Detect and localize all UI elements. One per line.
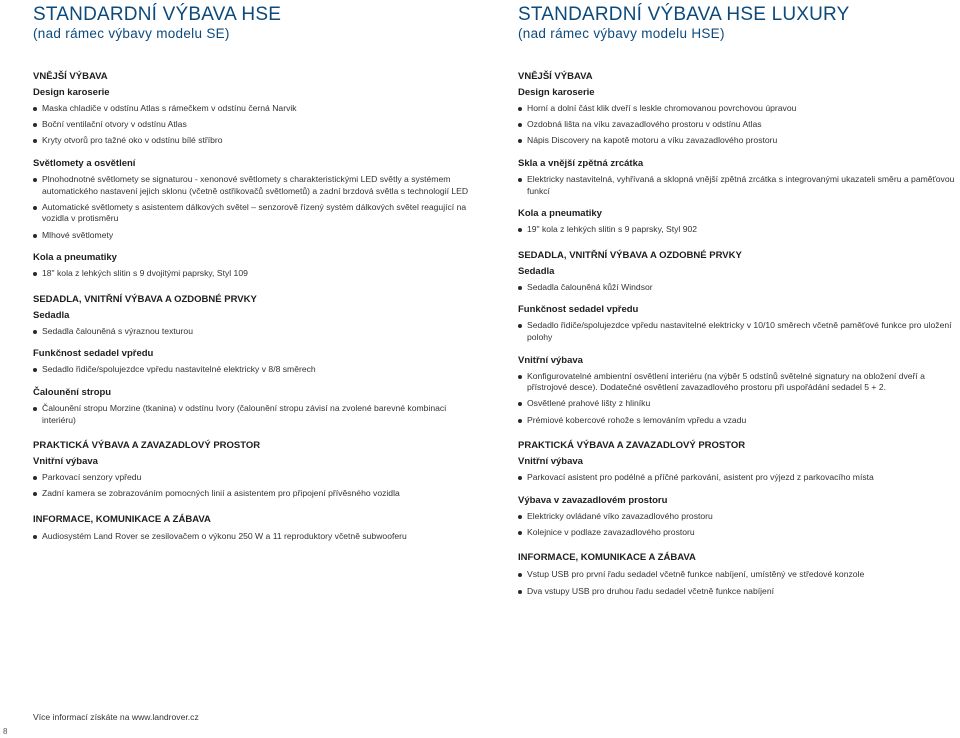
feature-item: Dva vstupy USB pro druhou řadu sedadel včetně funkce nabíjení — [518, 586, 958, 598]
footer-link-text[interactable]: Více informací získáte na www.landrover.cz — [33, 712, 199, 722]
feature-list — [518, 569, 958, 597]
group-subheading: Čalounění stropu — [33, 386, 112, 398]
page-number: 8 — [3, 727, 8, 736]
feature-group — [518, 303, 958, 343]
left-column-subtitle: (nad rámec výbavy modelu SE) — [33, 26, 230, 41]
feature-item: 18" kola z lehkých slitin s 9 dvojitými paprsky, Styl 109 — [33, 268, 473, 280]
feature-item: Vstup USB pro první řadu sedadel včetně funkce nabíjení, umístěný ve středové konzole — [518, 569, 958, 581]
group-subheading: Design karoserie — [518, 87, 595, 98]
feature-list — [518, 511, 958, 539]
feature-item: Čalounění stropu Morzine (tkanina) v odstínu Ivory (čalounění stropu závisí na zvolené barevné kombinaci interiéru) — [33, 403, 473, 426]
feature-item: Mlhové světlomety — [33, 230, 473, 242]
feature-item: Sedadlo řidiče/spolujezdce vpředu nastavitelné elektricky v 8/8 směrech — [33, 364, 473, 376]
feature-item: Automatické světlomety s asistentem dálkových světel – senzorově řízený systém dálkových světel reagující na vozidla v protisměru — [33, 202, 473, 225]
feature-item: Konfigurovatelné ambientní osvětlení interiéru (na výběr 5 odstínů světelné signatury na obložení dveří a přístrojové desce). Dodatečné osvětlení zavazadlového prostoru při uspořádání sedadel 5 + 2. — [518, 371, 958, 394]
section-heading: INFORMACE, KOMUNIKACE A ZÁBAVA — [518, 552, 696, 564]
feature-item: Horní a dolní část klik dveří s leskle chromovanou povrchovou úpravou — [518, 103, 958, 115]
feature-group — [33, 455, 473, 500]
group-subheading: Kola a pneumatiky — [518, 208, 602, 220]
feature-list — [33, 403, 473, 426]
feature-item: Zadní kamera se zobrazováním pomocných linií a asistentem pro připojení přívěsného vozidla — [33, 488, 473, 500]
feature-group — [33, 251, 473, 280]
section-heading: VNĚJŠÍ VÝBAVA — [518, 71, 593, 82]
feature-list — [518, 224, 958, 236]
section-heading: VNĚJŠÍ VÝBAVA — [33, 71, 108, 82]
section — [33, 513, 473, 543]
left-sections — [33, 70, 473, 555]
section — [33, 439, 473, 500]
feature-list — [518, 472, 958, 484]
feature-list — [33, 326, 473, 338]
feature-group — [33, 527, 473, 543]
feature-list — [518, 282, 958, 294]
group-subheading: Skla a vnější zpětná zrcátka — [518, 157, 644, 169]
feature-item: Parkovací senzory vpředu — [33, 472, 473, 484]
section — [33, 293, 473, 426]
feature-item: 19" kola z lehkých slitin s 9 paprsky, Styl 902 — [518, 224, 958, 236]
feature-group — [518, 207, 958, 236]
section-heading: PRAKTICKÁ VÝBAVA A ZAVAZADLOVÝ PROSTOR — [33, 440, 261, 452]
feature-item: Parkovací asistent pro podélné a příčné parkování, asistent pro výjezd z parkovacího místa — [518, 472, 958, 484]
feature-item: Sedadla čalouněná kůží Windsor — [518, 282, 958, 294]
section-heading: SEDADLA, VNITŘNÍ VÝBAVA A OZDOBNÉ PRVKY — [518, 249, 742, 261]
feature-group — [518, 354, 958, 427]
feature-group — [33, 157, 473, 241]
feature-item: Maska chladiče v odstínu Atlas s rámečkem v odstínu černá Narvik — [33, 103, 473, 115]
group-subheading: Sedadla — [33, 309, 70, 321]
group-subheading: Funkčnost sedadel vpředu — [518, 304, 639, 316]
feature-item: Plnohodnotné světlomety se signaturou - xenonové světlomety s charakteristickými LED světly a systémem automatického nastavení jejich sklonu (včetně ostřikovačů světlometů) a zadní brzdová světla s technologií LED — [33, 174, 473, 197]
section-heading: SEDADLA, VNITŘNÍ VÝBAVA A OZDOBNÉ PRVKY — [33, 293, 257, 305]
feature-list — [33, 472, 473, 500]
feature-list — [33, 103, 473, 147]
feature-item: Sedadla čalouněná s výraznou texturou — [33, 326, 473, 338]
feature-group — [33, 86, 473, 147]
feature-item: Elektricky ovládané víko zavazadlového prostoru — [518, 511, 958, 523]
group-subheading: Sedadla — [518, 265, 555, 277]
section — [33, 70, 473, 280]
feature-item: Ozdobná lišta na víku zavazadlového prostoru v odstínu Atlas — [518, 119, 958, 131]
group-subheading: Vnitřní výbava — [518, 354, 583, 366]
group-subheading: Světlomety a osvětlení — [33, 157, 136, 169]
left-column-title: STANDARDNÍ VÝBAVA HSE — [33, 4, 282, 25]
feature-list — [33, 174, 473, 241]
feature-group — [518, 494, 958, 539]
feature-list — [518, 103, 958, 147]
feature-group — [518, 565, 958, 597]
section — [518, 249, 958, 426]
feature-group — [33, 347, 473, 376]
section-heading: PRAKTICKÁ VÝBAVA A ZAVAZADLOVÝ PROSTOR — [518, 440, 746, 452]
section — [518, 551, 958, 597]
section — [518, 70, 958, 236]
group-subheading: Kola a pneumatiky — [33, 252, 117, 264]
feature-item: Elektricky nastavitelná, vyhřívaná a sklopná vnější zpětná zrcátka s integrovanými ukazateli směru a paměťovou funkcí — [518, 174, 958, 197]
group-subheading: Vnitřní výbava — [33, 456, 98, 468]
feature-item: Prémiové kobercové rohože s lemováním vpředu a vzadu — [518, 415, 958, 427]
group-subheading: Design karoserie — [33, 87, 110, 98]
feature-list — [33, 268, 473, 280]
feature-list — [518, 174, 958, 197]
feature-group — [518, 86, 958, 147]
section — [518, 439, 958, 538]
right-column — [518, 0, 958, 596]
feature-item: Nápis Discovery na kapotě motoru a víku zavazadlového prostoru — [518, 135, 958, 147]
section-heading: INFORMACE, KOMUNIKACE A ZÁBAVA — [33, 513, 211, 525]
feature-list — [33, 364, 473, 376]
feature-item: Sedadlo řidiče/spolujezdce vpředu nastavitelné elektricky v 10/10 směrech včetně paměťové funkce pro uložení polohy — [518, 320, 958, 343]
feature-list — [518, 320, 958, 343]
feature-item: Kolejnice v podlaze zavazadlového prostoru — [518, 527, 958, 539]
group-subheading: Vnitřní výbava — [518, 456, 583, 468]
feature-group — [33, 386, 473, 426]
feature-item: Audiosystém Land Rover se zesilovačem o výkonu 250 W a 11 reproduktory včetně subwooferu — [33, 531, 473, 543]
right-column-title: STANDARDNÍ VÝBAVA HSE LUXURY — [518, 4, 850, 25]
feature-item: Kryty otvorů pro tažné oko v odstínu bílé stříbro — [33, 135, 473, 147]
feature-group — [518, 157, 958, 197]
left-column — [33, 0, 473, 541]
feature-item: Boční ventilační otvory v odstínu Atlas — [33, 119, 473, 131]
right-column-subtitle: (nad rámec výbavy modelu HSE) — [518, 26, 725, 41]
feature-list — [33, 531, 473, 543]
right-sections — [518, 70, 958, 610]
feature-group — [518, 455, 958, 484]
feature-group — [518, 265, 958, 294]
group-subheading: Funkčnost sedadel vpředu — [33, 348, 154, 360]
feature-group — [33, 309, 473, 338]
feature-list — [518, 371, 958, 427]
group-subheading: Výbava v zavazadlovém prostoru — [518, 494, 668, 506]
feature-item: Osvětlené prahové lišty z hliníku — [518, 398, 958, 410]
